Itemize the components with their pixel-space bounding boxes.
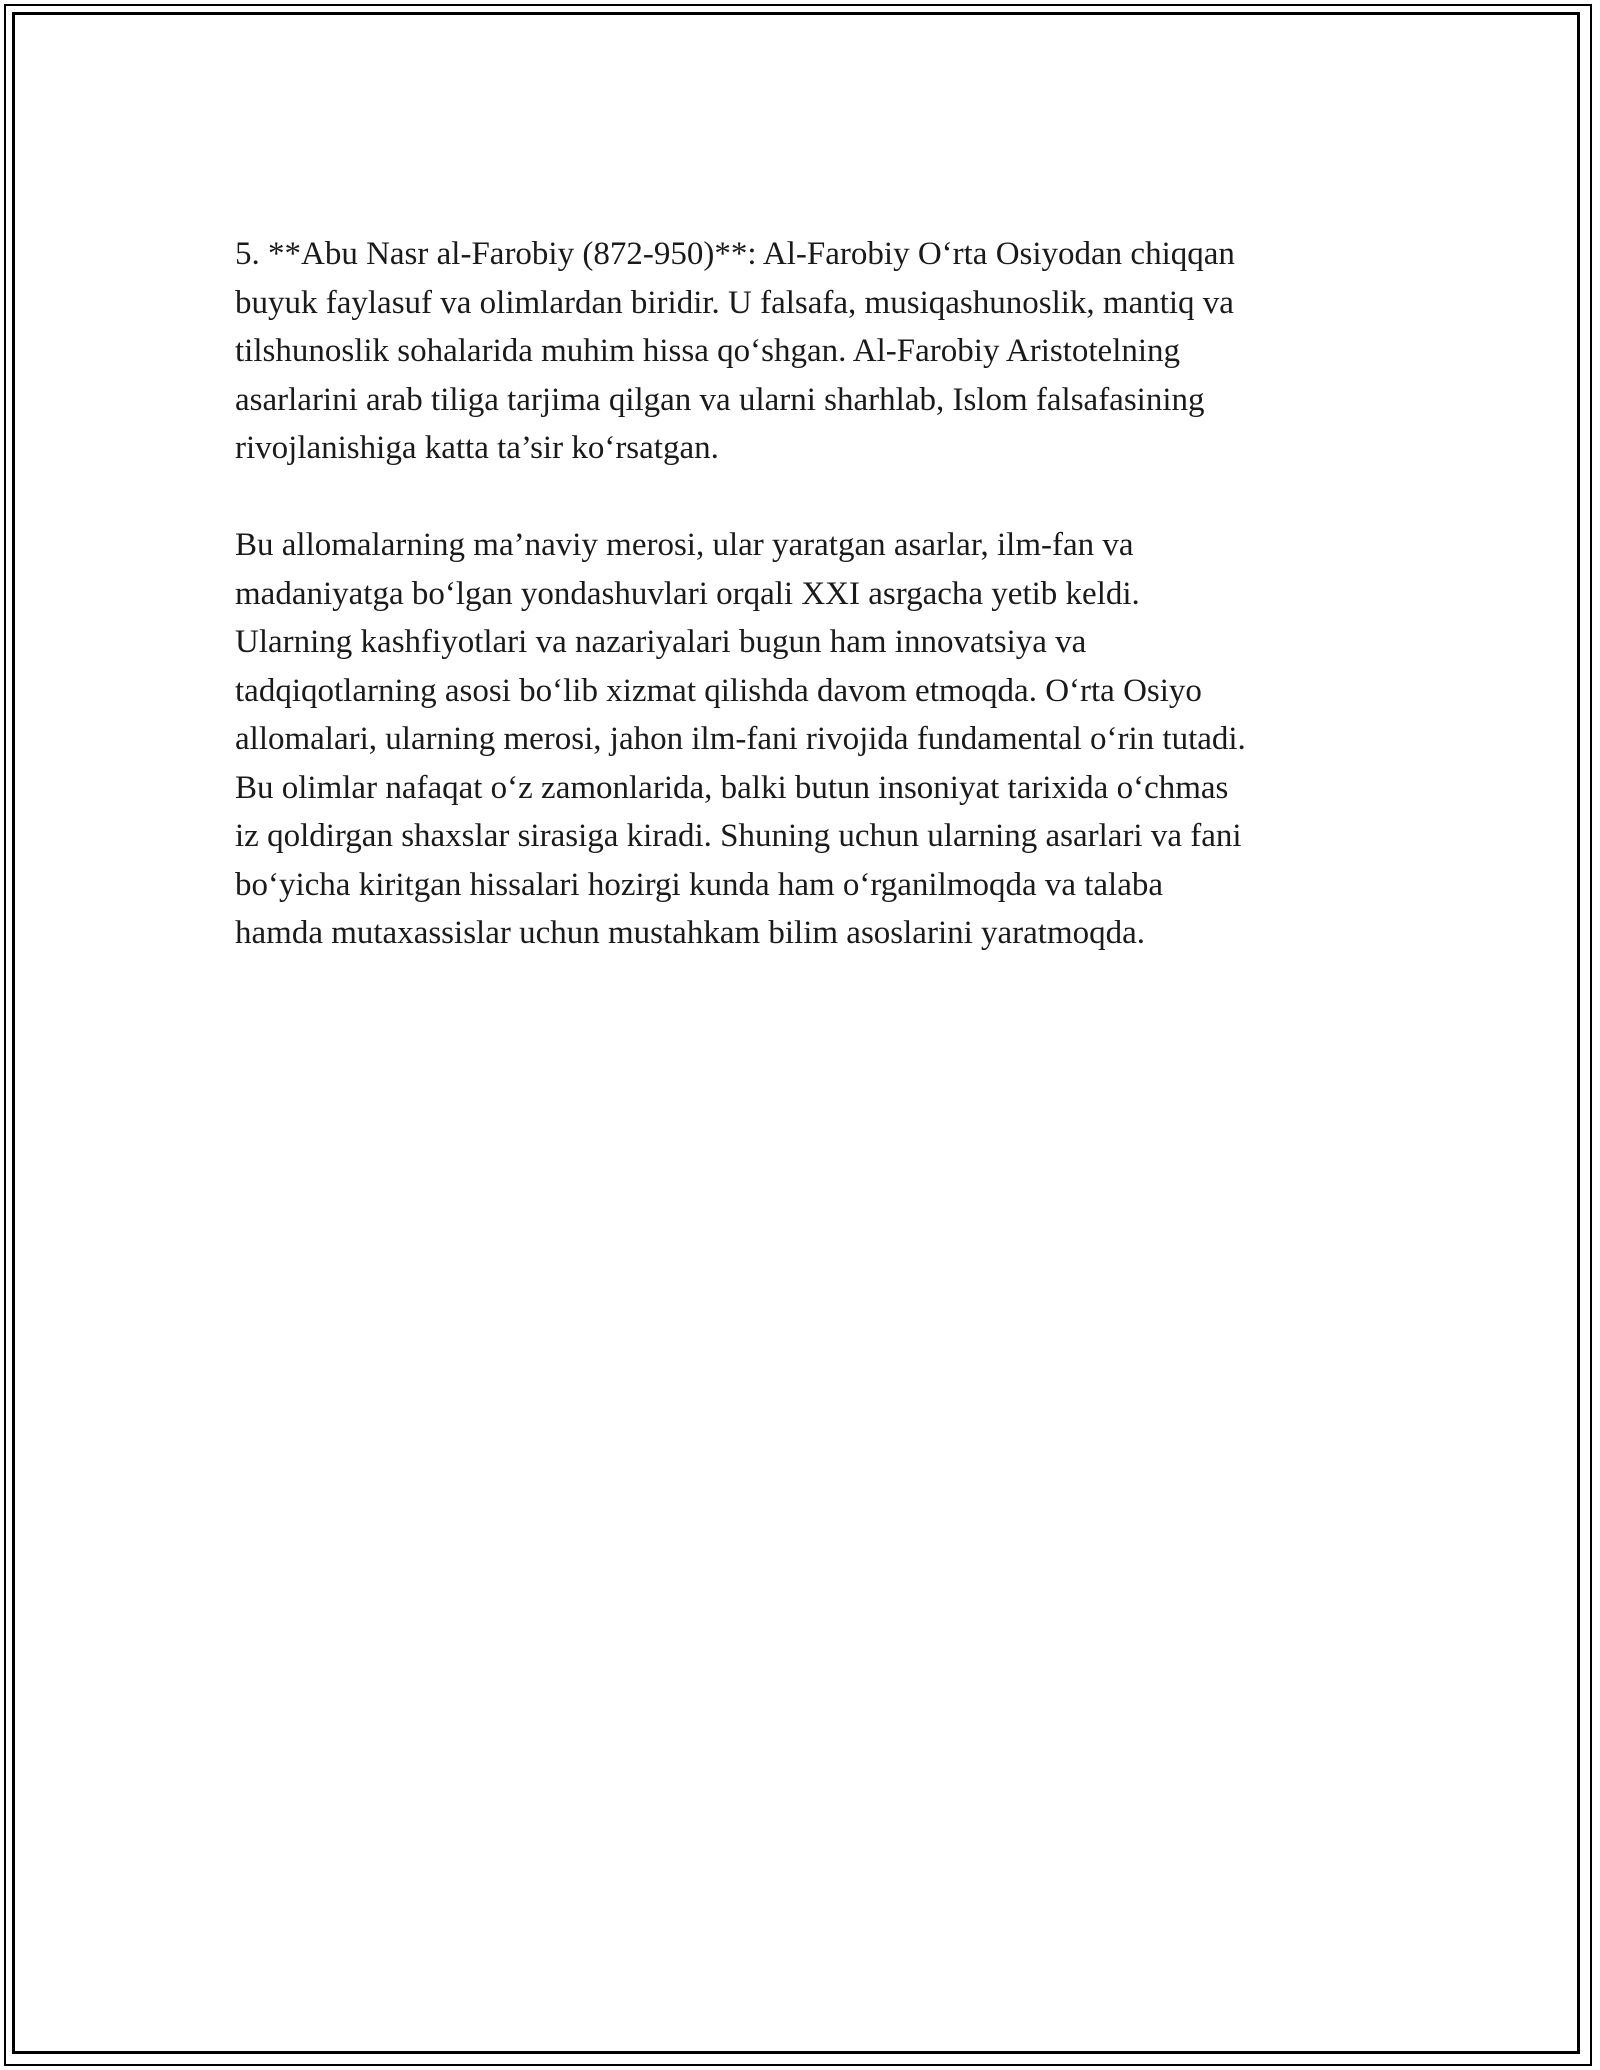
text-line: bo‘yicha kiritgan hissalari hozirgi kunda ham o‘rganilmoqda va talaba	[235, 866, 1164, 903]
text-line: iz qoldirgan shaxslar sirasiga kiradi. Shuning uchun ularning asarlari va fani	[235, 818, 1242, 854]
text-line: allomalari, ularning merosi, jahon ilm-fani rivojida fundamental o‘rin tutadi.	[235, 721, 1246, 757]
text-line: hamda mutaxassislar uchun mustahkam bilim asoslarini yaratmoqda.	[235, 915, 1146, 951]
text-line: madaniyatga bo‘lgan yondashuvlari orqali XXI asrgacha yetib keldi.	[235, 575, 1140, 612]
text-line: Ularning kashfiyotlari va nazariyalari bugun ham innovatsiya va	[235, 624, 1087, 660]
paragraph-legacy	[235, 521, 1385, 958]
text-line: Bu allomalarning ma’naviy merosi, ular yaratgan asarlar, ilm-fan va	[235, 527, 1134, 563]
paragraph-farobiy	[235, 230, 1385, 473]
text-line: asarlarini arab tiliga tarjima qilgan va ularni sharhlab, Islom falsafasining	[235, 381, 1205, 418]
text-line: tilshunoslik sohalarida muhim hissa qo‘shgan. Al-Farobiy Aristotelning	[235, 333, 1181, 369]
document-body	[235, 230, 1385, 958]
text-line: rivojlanishiga katta ta’sir ko‘rsatgan.	[235, 430, 719, 466]
text-line: 5. **Abu Nasr al-Farobiy (872-950)**: Al-Farobiy O‘rta Osiyodan chiqqan	[235, 236, 1235, 272]
text-line: Bu olimlar nafaqat o‘z zamonlarida, balki butun insoniyat tarixida o‘chmas	[235, 769, 1229, 806]
text-line: buyuk faylasuf va olimlardan biridir. U falsafa, musiqashunoslik, mantiq va	[235, 284, 1234, 321]
text-line: tadqiqotlarning asosi bo‘lib xizmat qilishda davom etmoqda. O‘rta Osiyo	[235, 672, 1202, 709]
